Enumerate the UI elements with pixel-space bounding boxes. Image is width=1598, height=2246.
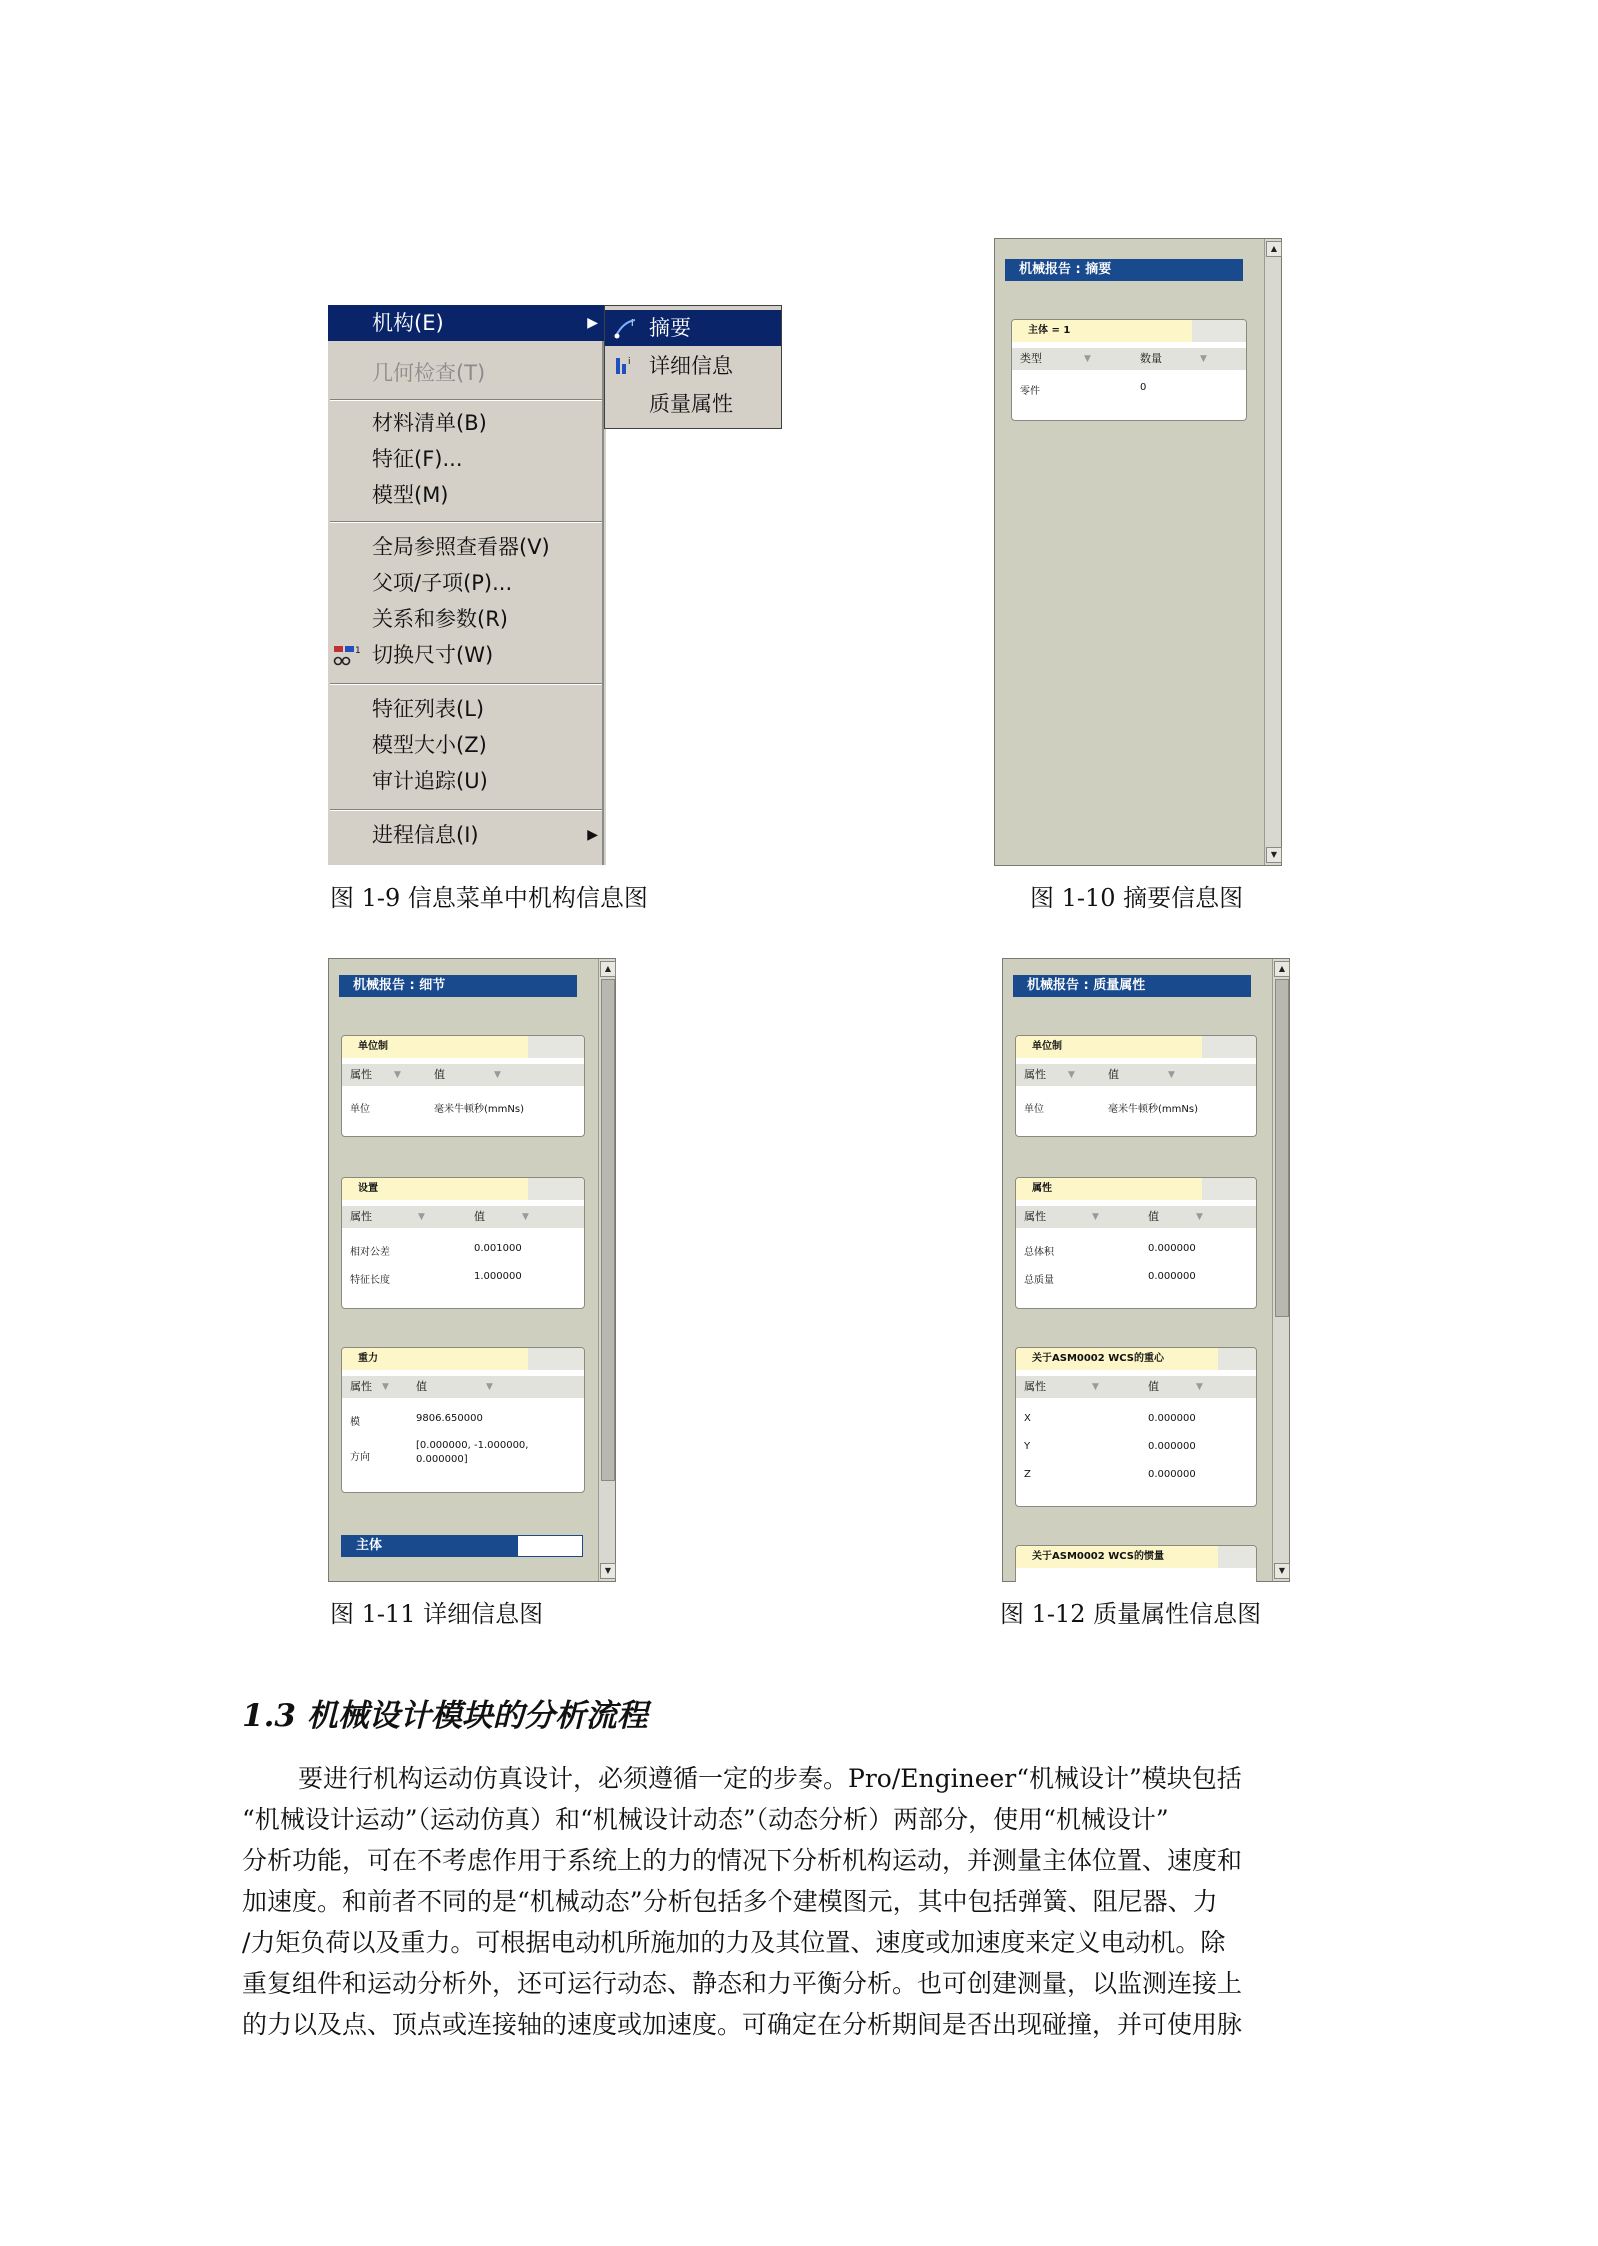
- menu-item-label: 全局参照查看器(V): [372, 535, 550, 559]
- row-label: 相对公差: [350, 1247, 390, 1258]
- menu-item-relations-parameters[interactable]: [328, 601, 606, 637]
- inertia-card: [1015, 1545, 1257, 1582]
- submenu-item-label: 质量属性: [649, 392, 733, 416]
- column-header: 值: [1148, 1380, 1159, 1393]
- paragraph-line: “机械设计运动”（运动仿真）和“机械设计动态”（动态分析）两部分，使用“机械设计”: [242, 1805, 1169, 1834]
- panel-title: 机械报告 : 细节: [339, 975, 577, 997]
- column-header: 值: [434, 1068, 445, 1081]
- row-label: 总体积: [1024, 1247, 1054, 1258]
- sort-arrow-icon[interactable]: ▼: [494, 1070, 501, 1080]
- row-value: 0.000000]: [416, 1454, 468, 1465]
- svg-text:i: i: [631, 319, 634, 329]
- row-label: 单位: [350, 1104, 370, 1115]
- table-row: [342, 1436, 584, 1476]
- table-row: [1016, 1462, 1256, 1488]
- menu-item-model[interactable]: [328, 477, 606, 513]
- row-label: Z: [1024, 1469, 1031, 1480]
- menu-item-session-info[interactable]: [328, 817, 606, 853]
- column-header: 值: [1108, 1068, 1119, 1081]
- card-header: 重力: [342, 1348, 528, 1370]
- menu-item-feature-list[interactable]: [328, 691, 606, 727]
- panel-title: 机械报告 : 摘要: [1005, 259, 1243, 281]
- sort-arrow-icon[interactable]: ▼: [1092, 1212, 1099, 1222]
- body-paragraph: [242, 1758, 1362, 2045]
- row-value: 0.000000: [1148, 1271, 1196, 1282]
- column-header: 属性: [1024, 1210, 1046, 1223]
- column-header: 值: [1148, 1210, 1159, 1223]
- menu-item-label: 切换尺寸(W): [372, 643, 494, 667]
- center-of-gravity-card: [1015, 1347, 1257, 1507]
- card-header-fill: [528, 1178, 584, 1200]
- sort-arrow-icon[interactable]: ▼: [1196, 1212, 1203, 1222]
- scroll-thumb[interactable]: [601, 979, 615, 1481]
- card-header: 属性: [1016, 1178, 1202, 1200]
- summary-card: [1011, 319, 1247, 421]
- row-value: 0.000000: [1148, 1243, 1196, 1254]
- body-bar-label: 主体: [342, 1536, 518, 1556]
- menu-item-label: 特征(F)...: [372, 447, 463, 471]
- column-header-row: [342, 1064, 584, 1086]
- column-header: 属性: [350, 1068, 372, 1081]
- figure-caption: 图 1-10 摘要信息图: [1030, 884, 1244, 912]
- menu-item-bill-of-materials[interactable]: [328, 405, 606, 441]
- row-value: 0.000000: [1148, 1441, 1196, 1452]
- menu-separator: [330, 809, 602, 811]
- menu-separator: [330, 683, 602, 685]
- row-value: 0.001000: [474, 1243, 522, 1254]
- row-value: 0.000000: [1148, 1469, 1196, 1480]
- submenu-item-mass-properties[interactable]: [605, 386, 781, 422]
- menu-item-label: 模型(M): [372, 483, 449, 507]
- card-header: 主体 = 1: [1012, 320, 1192, 342]
- paragraph-line: 重复组件和运动分析外，还可运行动态、静态和力平衡分析。也可创建测量，以监测连接上: [242, 1969, 1243, 1998]
- menu-item-audit-trail[interactable]: [328, 763, 606, 799]
- card-header-fill: [528, 1348, 584, 1370]
- figure-caption: 图 1-11 详细信息图: [330, 1600, 544, 1628]
- menu-item-label: 特征列表(L): [372, 697, 485, 721]
- mechanism-submenu: [604, 305, 782, 429]
- sort-arrow-icon[interactable]: ▼: [1068, 1070, 1075, 1080]
- card-header-fill: [1202, 1036, 1256, 1058]
- menu-item-label: 材料清单(B): [372, 411, 487, 435]
- sort-arrow-icon[interactable]: ▼: [486, 1382, 493, 1392]
- scroll-up-icon[interactable]: ▲: [1266, 241, 1282, 257]
- submenu-item-label: 摘要: [649, 316, 691, 340]
- detail-report-panel: [328, 958, 616, 1582]
- row-value: [0.000000, -1.000000,: [416, 1440, 529, 1451]
- submenu-arrow-icon: ▶: [587, 315, 598, 331]
- table-row: [1016, 1094, 1256, 1118]
- column-header: 值: [416, 1380, 427, 1393]
- column-header: 属性: [1024, 1380, 1046, 1393]
- vertical-scrollbar[interactable]: [598, 959, 615, 1581]
- row-value: 1.000000: [474, 1271, 522, 1282]
- card-header-fill: [528, 1036, 584, 1058]
- paragraph-line: 的力以及点、顶点或连接轴的速度或加速度。可确定在分析期间是否出现碰撞，并可使用脉: [242, 2010, 1243, 2039]
- menu-item-label: 模型大小(Z): [372, 733, 487, 757]
- svg-text:1: 1: [355, 646, 361, 656]
- column-header-row: [342, 1376, 584, 1398]
- table-row: [1016, 1236, 1256, 1262]
- details-icon: [613, 354, 639, 378]
- menu-item-geometry-check: [328, 355, 606, 391]
- panel-title: 机械报告 : 质量属性: [1013, 975, 1251, 997]
- menu-item-label: 几何检查(T): [372, 361, 486, 385]
- menu-separator: [330, 399, 602, 401]
- sort-arrow-icon[interactable]: ▼: [382, 1382, 389, 1392]
- row-label: 单位: [1024, 1104, 1044, 1115]
- scroll-up-icon[interactable]: ▲: [600, 961, 616, 977]
- vertical-scrollbar[interactable]: [1264, 239, 1281, 865]
- column-header: 属性: [1024, 1068, 1046, 1081]
- submenu-arrow-icon: ▶: [587, 827, 598, 843]
- paragraph-line: 分析功能，可在不考虑作用于系统上的力的情况下分析机构运动，并测量主体位置、速度和: [242, 1846, 1243, 1875]
- row-label: X: [1024, 1413, 1031, 1424]
- sort-arrow-icon[interactable]: ▼: [418, 1212, 425, 1222]
- info-menu: [328, 305, 606, 865]
- card-header-fill: [1192, 320, 1246, 342]
- column-header: 值: [474, 1210, 485, 1223]
- card-header: 关于ASM0002 WCS的重心: [1016, 1348, 1218, 1370]
- menu-item-label: 关系和参数(R): [372, 607, 508, 631]
- figure-caption: 图 1-12 质量属性信息图: [1000, 1600, 1262, 1628]
- row-value: 9806.650000: [416, 1413, 483, 1424]
- column-header-row: [1012, 348, 1246, 370]
- mass-properties-report-panel: [1002, 958, 1290, 1582]
- card-header: 单位制: [342, 1036, 528, 1058]
- column-header: 数量: [1140, 352, 1162, 365]
- sort-arrow-icon[interactable]: ▼: [522, 1212, 529, 1222]
- scroll-down-icon[interactable]: ▼: [1266, 847, 1282, 863]
- row-label: 模: [350, 1417, 360, 1428]
- table-row: [342, 1264, 584, 1290]
- submenu-item-details[interactable]: [605, 348, 781, 384]
- sort-arrow-icon[interactable]: ▼: [1200, 354, 1207, 364]
- submenu-item-summary[interactable]: [605, 310, 781, 346]
- sort-arrow-icon[interactable]: ▼: [1168, 1070, 1175, 1080]
- card-header: 单位制: [1016, 1036, 1202, 1058]
- row-value: 毫米牛顿秒(mmNs): [1108, 1104, 1198, 1115]
- column-header: 类型: [1020, 352, 1042, 365]
- row-label: 零件: [1020, 386, 1040, 397]
- switch-dimensions-icon: [332, 643, 362, 669]
- row-label: 方向: [350, 1452, 370, 1463]
- card-header-fill: [1218, 1546, 1256, 1568]
- column-header-row: [1016, 1206, 1256, 1228]
- menu-item-parent-child[interactable]: [328, 565, 606, 601]
- card-header-fill: [1202, 1178, 1256, 1200]
- scroll-down-icon[interactable]: ▼: [600, 1563, 616, 1579]
- summary-icon: [613, 316, 639, 340]
- scroll-thumb[interactable]: [1275, 979, 1289, 1317]
- body-progress-bar[interactable]: [341, 1535, 583, 1557]
- summary-report-panel: [994, 238, 1282, 866]
- vertical-scrollbar[interactable]: [1272, 959, 1289, 1581]
- row-label: 总质量: [1024, 1275, 1054, 1286]
- table-row: [1016, 1406, 1256, 1432]
- menu-separator: [330, 521, 602, 523]
- table-row: [1012, 376, 1246, 400]
- menu-item-label: 进程信息(I): [372, 823, 479, 847]
- section-heading: 1.3 机械设计模块的分析流程: [242, 1698, 648, 1734]
- card-header-fill: [1218, 1348, 1256, 1370]
- row-value: 毫米牛顿秒(mmNs): [434, 1104, 524, 1115]
- scroll-up-icon[interactable]: ▲: [1274, 961, 1290, 977]
- column-header: 属性: [350, 1210, 372, 1223]
- card-header: 关于ASM0002 WCS的惯量: [1016, 1546, 1218, 1568]
- scroll-down-icon[interactable]: ▼: [1274, 1563, 1290, 1579]
- units-card: [1015, 1035, 1257, 1137]
- row-value: 0: [1140, 382, 1147, 393]
- menu-item-feature[interactable]: [328, 441, 606, 477]
- sort-arrow-icon[interactable]: ▼: [394, 1070, 401, 1080]
- row-value: 0.000000: [1148, 1413, 1196, 1424]
- card-header: 设置: [342, 1178, 528, 1200]
- figure-caption: 图 1-9 信息菜单中机构信息图: [330, 884, 648, 912]
- menu-item-label: 审计追踪(U): [372, 769, 488, 793]
- sort-arrow-icon[interactable]: ▼: [1196, 1382, 1203, 1392]
- units-card: [341, 1035, 585, 1137]
- paragraph-line: 加速度。和前者不同的是“机械动态”分析包括多个建模图元，其中包括弹簧、阻尼器、力: [242, 1887, 1218, 1916]
- paragraph-line: /力矩负荷以及重力。可根据电动机所施加的力及其位置、速度或加速度来定义电动机。除: [242, 1928, 1226, 1957]
- table-row: [342, 1236, 584, 1262]
- menu-item-label: 机构(E): [372, 311, 444, 335]
- properties-card: [1015, 1177, 1257, 1309]
- table-row: [1016, 1264, 1256, 1290]
- column-header-row: [1016, 1064, 1256, 1086]
- paragraph-line: 要进行机构运动仿真设计，必须遵循一定的步奏。Pro/Engineer“机械设计”模块包括: [298, 1764, 1242, 1793]
- column-header: 属性: [350, 1380, 372, 1393]
- menu-item-model-size[interactable]: [328, 727, 606, 763]
- gravity-card: [341, 1347, 585, 1493]
- column-header-row: [342, 1206, 584, 1228]
- submenu-item-label: 详细信息: [649, 354, 733, 378]
- row-label: 特征长度: [350, 1275, 390, 1286]
- table-row: [342, 1406, 584, 1432]
- menu-item-switch-dimensions[interactable]: [328, 637, 606, 673]
- column-header-row: [1016, 1376, 1256, 1398]
- sort-arrow-icon[interactable]: ▼: [1084, 354, 1091, 364]
- sort-arrow-icon[interactable]: ▼: [1092, 1382, 1099, 1392]
- row-label: Y: [1024, 1441, 1031, 1452]
- table-row: [1016, 1434, 1256, 1460]
- svg-text:i: i: [628, 357, 631, 367]
- menu-item-global-reference-viewer[interactable]: [328, 529, 606, 565]
- menu-item-label: 父项/子项(P)...: [372, 571, 513, 595]
- settings-card: [341, 1177, 585, 1309]
- menu-item-mechanism[interactable]: [328, 305, 606, 341]
- table-row: [342, 1094, 584, 1118]
